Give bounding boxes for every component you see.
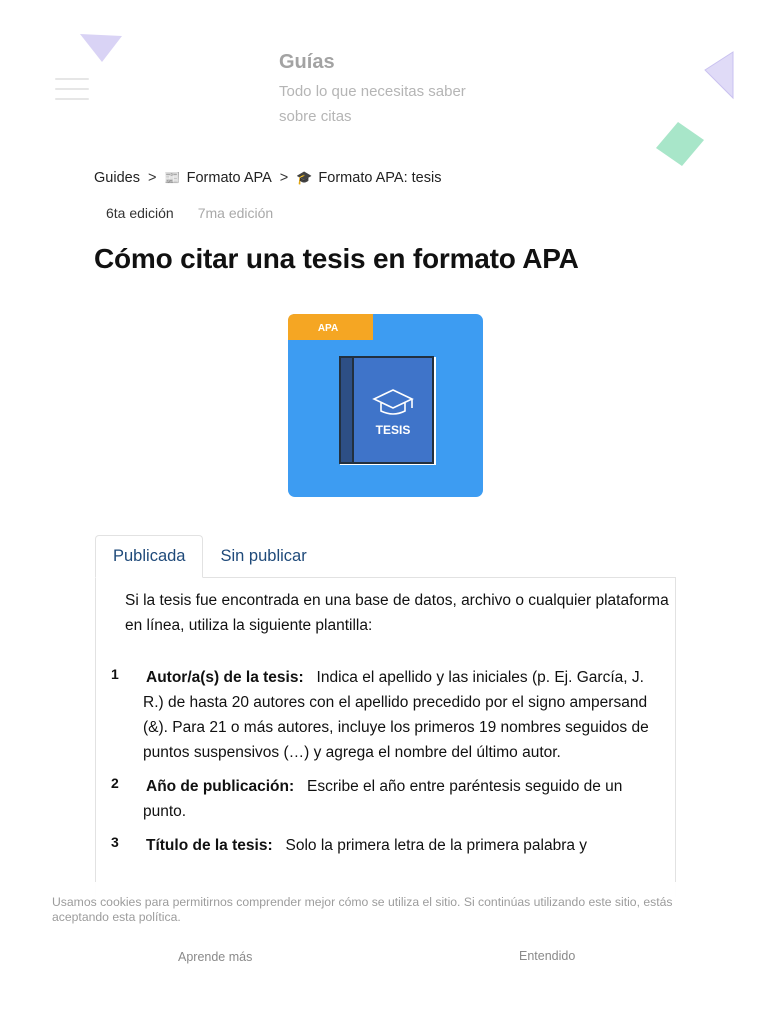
breadcrumb-formato-apa[interactable]: [164, 170, 271, 186]
step-text: Indica el apellido y las iniciales (p. Ej. García, J. R.) de hasta 20 autores con el apellido precedido por el signo ampersand (&). Para 21 o más autores, incluye los primeros 19 nombres seguidos de puntos suspensivos (…) y agrega el nombre del último autor.: [143, 669, 649, 761]
breadcrumb-label: Formato APA: [186, 170, 272, 186]
tab-panel-publicada: [95, 577, 676, 897]
step-label: Autor/a(s) de la tesis:: [146, 669, 304, 686]
step-number: 3: [111, 834, 119, 850]
step-number: 1: [111, 666, 119, 682]
list-item: [96, 665, 676, 765]
edition-7-link[interactable]: 7ma edición: [197, 205, 274, 221]
breadcrumb-formato-apa-tesis[interactable]: [296, 170, 441, 186]
tesis-book-label: TESIS: [375, 423, 411, 437]
site-header: [0, 0, 768, 150]
citation-steps: [96, 665, 676, 867]
purple-triangle-decoration: [78, 32, 126, 64]
edition-6-link[interactable]: 6ta edición: [106, 205, 174, 221]
green-square-decoration: [654, 120, 706, 168]
site-subtitle: Todo lo que necesitas saber sobre citas: [279, 83, 466, 125]
site-title[interactable]: Guías: [279, 51, 335, 73]
graduation-cap-icon: 🎓: [296, 170, 313, 185]
list-item: [96, 833, 676, 858]
purple-diamond-decoration: [703, 50, 737, 100]
step-text: Escribe el año entre paréntesis seguido de un punto.: [143, 778, 623, 820]
accept-cookies-button[interactable]: Entendido: [519, 949, 576, 963]
breadcrumb: [94, 170, 441, 186]
cookie-banner: [0, 882, 768, 1024]
breadcrumb-label: Formato APA: tesis: [318, 170, 442, 186]
newspaper-icon: 📰: [164, 170, 181, 185]
breadcrumb-label: Guides: [94, 170, 140, 186]
hamburger-menu-icon[interactable]: [55, 78, 89, 100]
breadcrumb-guides[interactable]: [94, 170, 140, 186]
apa-tag-label: APA: [317, 323, 339, 334]
citation-type-tabs: [95, 535, 324, 578]
list-item: [96, 774, 676, 824]
cookie-notice-text: Usamos cookies para permitirnos comprender mejor cómo se utiliza el sitio. Si continúas utilizando este sitio, estás aceptando esta política.: [52, 895, 673, 924]
tab-publicada[interactable]: Publicada: [95, 535, 203, 578]
page-title: Cómo citar una tesis en formato APA: [94, 243, 579, 274]
tab-sin-publicar[interactable]: Sin publicar: [220, 547, 307, 565]
tesis-book-illustration: [288, 314, 483, 497]
step-label: Año de publicación:: [146, 778, 295, 795]
edition-switcher: [106, 205, 273, 221]
learn-more-link[interactable]: Aprende más: [178, 950, 253, 964]
breadcrumb-separator: >: [147, 170, 157, 186]
intro-text: Si la tesis fue encontrada en una base de datos, archivo o cualquier plataforma en línea, utiliza la siguiente plantilla:: [125, 592, 669, 634]
step-label: Título de la tesis:: [146, 837, 273, 854]
breadcrumb-separator: >: [279, 170, 289, 186]
step-number: 2: [111, 775, 119, 791]
step-text: Solo la primera letra de la primera palabra y: [285, 837, 588, 854]
